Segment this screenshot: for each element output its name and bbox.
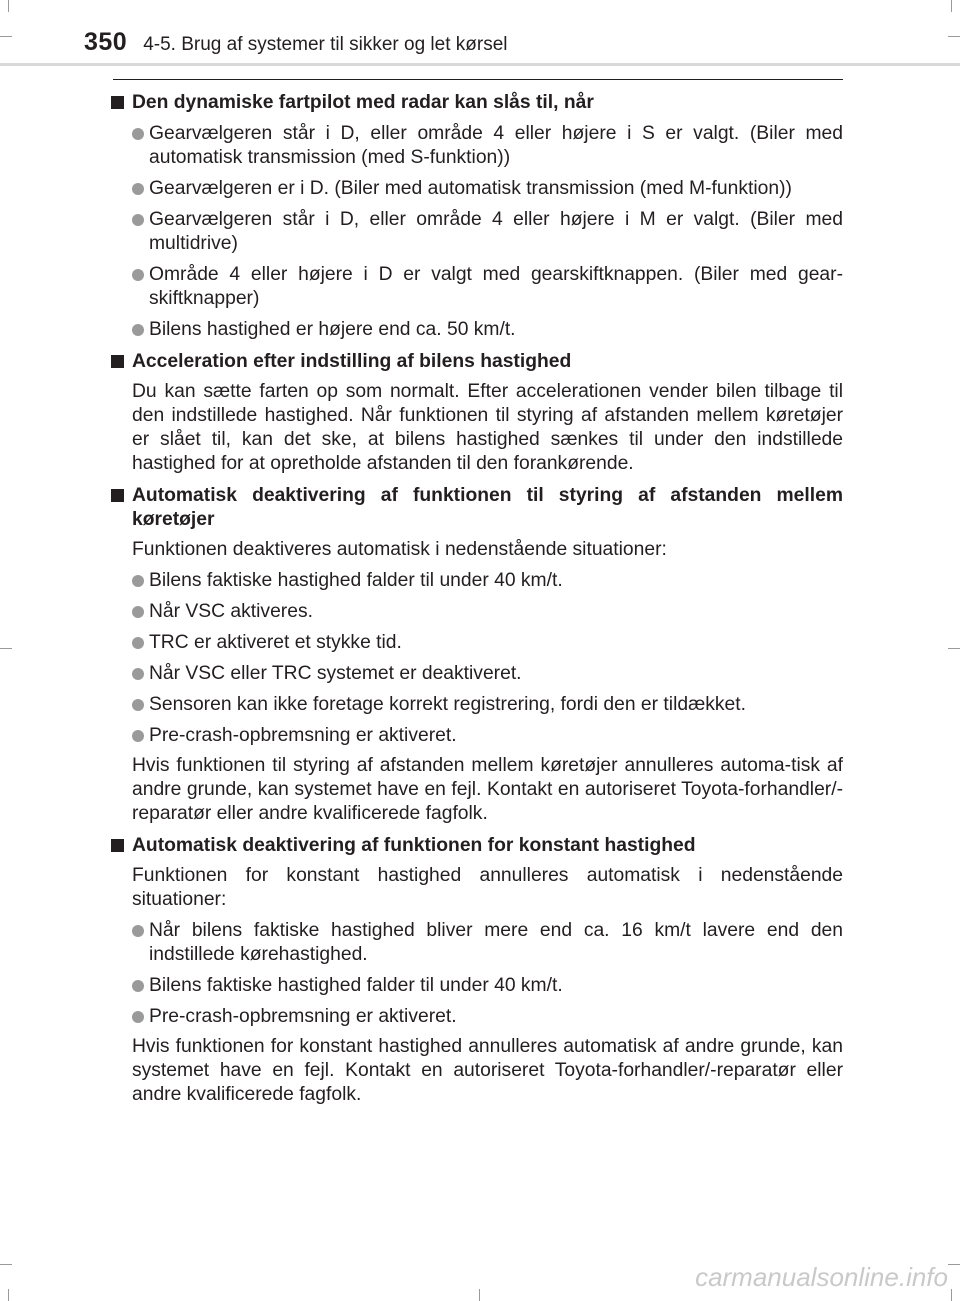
list-item-text: Bilens faktiske hastighed falder til under 40 km/t. bbox=[149, 570, 563, 591]
list-item-text: Når bilens faktiske hastighed bliver mere end ca. 16 km/t lavere end den indstillede kørehastighed. bbox=[149, 920, 843, 965]
list-item-text: Pre-crash-opbremsning er aktiveret. bbox=[149, 725, 457, 746]
crop-mark bbox=[8, 1289, 9, 1301]
circle-bullet-icon bbox=[132, 1011, 144, 1023]
list-item bbox=[111, 1005, 843, 1029]
circle-bullet-icon bbox=[132, 606, 144, 618]
paragraph: Du kan sætte farten op som normalt. Efter accelerationen vender bilen tilbage til den indstillede hastighed. Når funktionen til styring af afstanden mellem køretøjer er slået til, kan det ske, at bilens hastighed sænkes til under den indstillede hastighed for at opretholde afstanden til den forankørende. bbox=[132, 381, 843, 474]
section bbox=[111, 350, 843, 476]
section-title: Acceleration efter indstilling af bilens hastighed bbox=[132, 351, 572, 372]
list-item bbox=[111, 724, 843, 748]
list-item-text: TRC er aktiveret et stykke tid. bbox=[149, 632, 402, 653]
list-item bbox=[111, 600, 843, 624]
crop-mark bbox=[0, 1264, 12, 1265]
crop-mark bbox=[951, 0, 952, 12]
list-item bbox=[111, 569, 843, 593]
section-heading bbox=[111, 91, 843, 115]
list-item bbox=[111, 263, 843, 311]
section-title: Automatisk deaktivering af funktionen til styring af afstanden mellem køretøjer bbox=[132, 485, 843, 530]
list-item-text: Område 4 eller højere i D er valgt med gearskiftknappen. (Biler med gear-skiftknapper) bbox=[149, 264, 843, 309]
crop-mark bbox=[951, 1289, 952, 1301]
circle-bullet-icon bbox=[132, 575, 144, 587]
list-item-text: Pre-crash-opbremsning er aktiveret. bbox=[149, 1006, 457, 1027]
list-item bbox=[111, 919, 843, 967]
crop-mark bbox=[948, 1264, 960, 1265]
circle-bullet-icon bbox=[132, 730, 144, 742]
circle-bullet-icon bbox=[132, 980, 144, 992]
list-item bbox=[111, 631, 843, 655]
list-item bbox=[111, 122, 843, 170]
circle-bullet-icon bbox=[132, 269, 144, 281]
list-item-text: Bilens faktiske hastighed falder til under 40 km/t. bbox=[149, 975, 563, 996]
crop-mark bbox=[948, 648, 960, 649]
list-item-text: Gearvælgeren står i D, eller område 4 eller højere i M er valgt. (Biler med multidrive) bbox=[149, 209, 843, 254]
square-bullet-icon bbox=[111, 355, 124, 368]
square-bullet-icon bbox=[111, 839, 124, 852]
list-item bbox=[111, 662, 843, 686]
paragraph: Funktionen for konstant hastighed annulleres automatisk i nedenstående situationer: bbox=[132, 865, 843, 910]
section bbox=[111, 91, 843, 342]
circle-bullet-icon bbox=[132, 637, 144, 649]
square-bullet-icon bbox=[111, 489, 124, 502]
list-item bbox=[111, 318, 843, 342]
content-rule bbox=[113, 79, 843, 80]
list-item bbox=[111, 177, 843, 201]
page-header bbox=[84, 28, 508, 60]
circle-bullet-icon bbox=[132, 699, 144, 711]
page-content bbox=[111, 91, 843, 1107]
list-item-text: Når VSC eller TRC systemet er deaktiveret. bbox=[149, 663, 522, 684]
paragraph: Hvis funktionen for konstant hastighed annulleres automatisk af andre grunde, kan systemet have en fejl. Kontakt en autoriseret Toyota-forhandler/-reparatør eller andre kvalificerede fagfolk. bbox=[132, 1036, 843, 1105]
list-item bbox=[111, 693, 843, 717]
list-item-text: Når VSC aktiveres. bbox=[149, 601, 313, 622]
section-title: Automatisk deaktivering af funktionen for konstant hastighed bbox=[132, 835, 696, 856]
page-number: 350 bbox=[84, 28, 128, 56]
list-item-text: Sensoren kan ikke foretage korrekt registrering, fordi den er tildækket. bbox=[149, 694, 746, 715]
circle-bullet-icon bbox=[132, 214, 144, 226]
paragraph: Funktionen deaktiveres automatisk i nedenstående situationer: bbox=[132, 539, 667, 560]
crop-mark bbox=[0, 36, 12, 37]
list-item-text: Gearvælgeren er i D. (Biler med automatisk transmission (med M-funktion)) bbox=[149, 178, 792, 199]
section bbox=[111, 834, 843, 1107]
circle-bullet-icon bbox=[132, 183, 144, 195]
crop-mark bbox=[948, 36, 960, 37]
list-item-text: Bilens hastighed er højere end ca. 50 km/t. bbox=[149, 319, 516, 340]
circle-bullet-icon bbox=[132, 668, 144, 680]
circle-bullet-icon bbox=[132, 324, 144, 336]
circle-bullet-icon bbox=[132, 925, 144, 937]
crop-mark bbox=[8, 0, 9, 12]
header-rule bbox=[0, 63, 960, 66]
section-title: Den dynamiske fartpilot med radar kan slås til, når bbox=[132, 92, 594, 113]
circle-bullet-icon bbox=[132, 128, 144, 140]
section bbox=[111, 484, 843, 826]
list-item-text: Gearvælgeren står i D, eller område 4 eller højere i S er valgt. (Biler med automatisk transmission (med S-funktion)) bbox=[149, 123, 843, 168]
square-bullet-icon bbox=[111, 96, 124, 109]
section-heading bbox=[111, 350, 843, 374]
section-heading bbox=[111, 484, 843, 532]
watermark: carmanualsonline.info bbox=[695, 1262, 948, 1292]
crop-mark bbox=[0, 648, 12, 649]
section-heading bbox=[111, 834, 843, 858]
list-item bbox=[111, 208, 843, 256]
chapter-title: 4-5. Brug af systemer til sikker og let kørsel bbox=[143, 34, 508, 55]
list-item bbox=[111, 974, 843, 998]
paragraph: Hvis funktionen til styring af afstanden mellem køretøjer annulleres automa-tisk af andre grunde, kan systemet have en fejl. Kontakt en autoriseret Toyota-forhandler/-reparatør eller andre kvalificerede fagfolk. bbox=[132, 755, 843, 824]
crop-mark bbox=[479, 1289, 480, 1301]
